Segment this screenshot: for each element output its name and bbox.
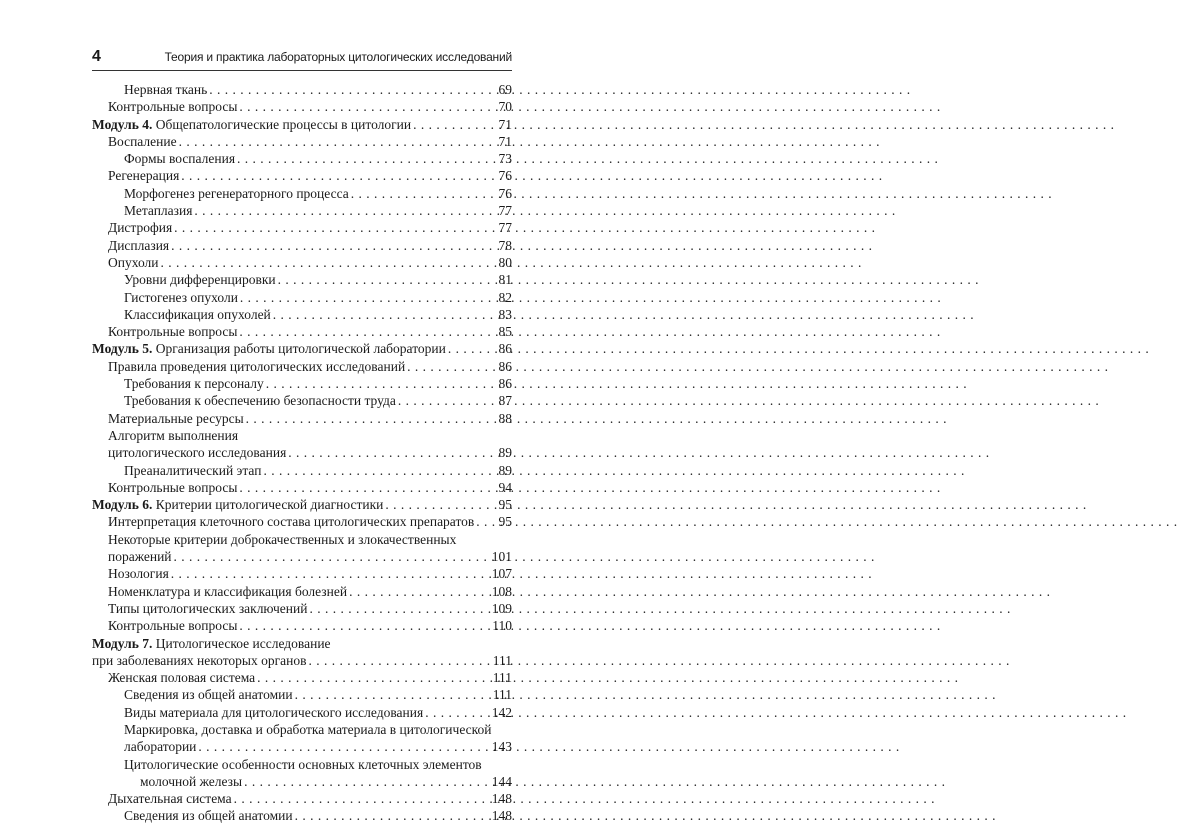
dot-leader — [161, 254, 495, 271]
toc-entry — [92, 652, 512, 669]
toc-entry-text: лаборатории — [124, 739, 197, 755]
toc-entry-text: Общепатологические процессы в цитологии — [155, 116, 412, 132]
toc-entry — [92, 704, 512, 721]
dot-leader — [295, 807, 490, 824]
dot-leader — [194, 202, 494, 219]
toc-entry-title — [124, 704, 423, 721]
dot-leader — [198, 738, 489, 755]
toc-entry-title — [124, 392, 396, 409]
dot-leader — [244, 773, 490, 790]
dot-leader — [278, 271, 494, 288]
toc-page-number: 77 — [498, 203, 512, 219]
toc-entry-text: Сведения из общей анатомии — [124, 808, 293, 824]
dot-leader — [263, 462, 494, 479]
toc-entry — [92, 721, 512, 738]
dot-leader — [295, 686, 491, 703]
dot-leader — [349, 583, 490, 600]
toc-page-number: 111 — [492, 652, 512, 668]
toc-entry — [92, 167, 512, 184]
toc-entry-title — [108, 98, 237, 115]
toc-entry-title — [108, 617, 237, 634]
toc-entry — [92, 340, 512, 357]
toc-entry-title — [108, 323, 237, 340]
toc-entry-text: Дисплазия — [108, 237, 170, 253]
toc-entry-text: Формы воспаления — [124, 151, 236, 167]
toc-entry-text: Гистогенез опухоли — [124, 289, 238, 305]
toc-entry — [92, 565, 512, 582]
toc-entry-text: Требования к обеспечению безопасности труда — [124, 393, 396, 409]
toc-entry — [92, 98, 512, 115]
dot-leader — [385, 496, 494, 513]
dot-leader — [239, 479, 494, 496]
toc-entry-title — [108, 531, 456, 548]
toc-page-number: 73 — [498, 151, 512, 167]
module-label: Модуль 6. — [92, 497, 153, 513]
toc-entry-text: Некоторые критерии доброкачественных и злокачественных — [108, 531, 457, 547]
toc-page-number: 111 — [492, 687, 512, 703]
toc-page-number: 70 — [498, 99, 512, 115]
toc-page-number: 95 — [498, 514, 512, 530]
module-label: Модуль 7. — [92, 635, 153, 651]
dot-leader — [448, 340, 494, 357]
toc-page-number: 88 — [498, 410, 512, 426]
toc-page-number: 71 — [498, 133, 512, 149]
toc-entry — [92, 462, 512, 479]
dot-leader — [398, 392, 494, 409]
dot-leader — [239, 323, 494, 340]
toc-entry-text: Дистрофия — [108, 220, 173, 236]
module-label: Модуль 4. — [92, 116, 153, 132]
toc-entry-title — [124, 375, 264, 392]
toc-page-number: 76 — [498, 168, 512, 184]
toc-page-number: 148 — [491, 808, 512, 824]
toc-page-number: 83 — [498, 306, 512, 322]
toc-entry-title — [108, 548, 172, 565]
toc-page-number: 89 — [498, 462, 512, 478]
toc-entry-title — [108, 600, 307, 617]
toc-entry-title — [92, 496, 383, 513]
toc-entry-text: Требования к персоналу — [124, 376, 264, 392]
table-of-contents — [92, 81, 512, 825]
toc-entry — [92, 81, 512, 98]
toc-page-number: 110 — [492, 618, 512, 634]
toc-entry-title — [108, 167, 179, 184]
toc-entry-title — [124, 81, 207, 98]
dot-leader — [171, 565, 490, 582]
toc-entry — [92, 669, 512, 686]
toc-page-number: 111 — [492, 670, 512, 686]
toc-entry-title — [108, 583, 347, 600]
toc-entry-title — [108, 479, 237, 496]
toc-entry-text: Нервная ткань — [124, 82, 208, 97]
toc-entry — [92, 271, 512, 288]
toc-entry — [92, 202, 512, 219]
page-number: 4 — [92, 48, 101, 65]
toc-entry — [92, 617, 512, 634]
dot-leader — [476, 513, 494, 530]
toc-entry-text: Цитологическое исследование — [155, 635, 331, 651]
toc-entry-text: Воспаление — [108, 133, 177, 149]
toc-page-number: 78 — [498, 237, 512, 253]
toc-entry-text: Классификация опухолей — [124, 306, 271, 322]
toc-entry — [92, 790, 512, 807]
toc-page-number: 148 — [491, 791, 512, 807]
dot-leader — [246, 410, 494, 427]
toc-entry — [92, 513, 512, 530]
toc-entry-text: Дыхательная система — [108, 791, 232, 807]
toc-entry-text: Контрольные вопросы — [108, 479, 238, 495]
dot-leader — [413, 116, 494, 133]
dot-leader — [309, 600, 489, 617]
toc-entry-title — [108, 219, 172, 236]
dot-leader — [240, 289, 494, 306]
dot-leader — [239, 617, 490, 634]
toc-entry-text: молочной железы — [140, 773, 243, 789]
toc-entry — [92, 756, 512, 773]
toc-entry-title — [124, 462, 261, 479]
page-header — [92, 48, 512, 71]
toc-entry-title — [108, 565, 169, 582]
toc-entry-title — [124, 289, 238, 306]
toc-entry-text: Контрольные вопросы — [108, 324, 238, 340]
toc-entry-title — [108, 790, 232, 807]
dot-leader — [209, 81, 494, 98]
toc-entry-title — [124, 738, 196, 755]
toc-entry-text: Метаплазия — [124, 203, 193, 219]
toc-entry — [92, 807, 512, 824]
toc-entry-title — [124, 271, 276, 288]
toc-page-number: 81 — [498, 272, 512, 288]
toc-entry-text: Сведения из общей анатомии — [124, 687, 293, 703]
toc-page-number: 69 — [498, 82, 512, 97]
toc-entry-title — [108, 133, 177, 150]
toc-page-number: 76 — [498, 185, 512, 201]
toc-entry — [92, 133, 512, 150]
toc-entry — [92, 686, 512, 703]
toc-page-number: 108 — [491, 583, 512, 599]
toc-entry-title — [108, 513, 474, 530]
dot-leader — [288, 444, 494, 461]
toc-entry-title — [124, 686, 293, 703]
toc-page-number: 85 — [498, 324, 512, 340]
toc-entry-title — [108, 669, 255, 686]
toc-page-number: 144 — [491, 773, 512, 789]
dot-leader — [425, 704, 490, 721]
toc-entry — [92, 185, 512, 202]
toc-entry-title — [108, 237, 169, 254]
toc-entry-text: Типы цитологических заключений — [108, 600, 308, 616]
toc-entry — [92, 600, 512, 617]
toc-entry-text: Алгоритм выполнения — [108, 427, 239, 443]
toc-entry-title — [108, 254, 159, 271]
toc-entry — [92, 375, 512, 392]
dot-leader — [407, 358, 494, 375]
toc-entry-text: Правила проведения цитологических исследований — [108, 358, 406, 374]
toc-entry — [92, 479, 512, 496]
toc-entry-text: Цитологические особенности основных клеточных элементов — [124, 756, 482, 772]
toc-entry-text: Женская половая система — [108, 670, 256, 686]
toc-page-number: 107 — [491, 566, 512, 582]
toc-entry-title — [140, 773, 242, 790]
module-label: Модуль 5. — [92, 341, 153, 357]
toc-entry-text: Опухоли — [108, 254, 159, 270]
toc-entry-text: Интерпретация клеточного состава цитологических препаратов — [108, 514, 475, 530]
toc-entry-text: Организация работы цитологической лаборатории — [155, 341, 446, 357]
toc-entry — [92, 219, 512, 236]
dot-leader — [257, 669, 491, 686]
toc-entry-text: Контрольные вопросы — [108, 99, 238, 115]
toc-entry — [92, 237, 512, 254]
toc-page-number: 80 — [498, 254, 512, 270]
dot-leader — [174, 548, 490, 565]
toc-entry-text: поражений — [108, 549, 172, 565]
toc-entry — [92, 427, 512, 444]
toc-entry-title — [124, 185, 349, 202]
toc-page-number: 86 — [498, 376, 512, 392]
toc-entry-text: Нозология — [108, 566, 169, 582]
toc-page-number: 77 — [498, 220, 512, 236]
toc-entry-text: Контрольные вопросы — [108, 618, 238, 634]
toc-page-number: 101 — [491, 549, 512, 565]
toc-entry-text: Преаналитический этап — [124, 462, 262, 478]
toc-page-number: 82 — [498, 289, 512, 305]
toc-page-number: 71 — [498, 116, 512, 132]
dot-leader — [234, 790, 490, 807]
toc-entry-title — [92, 116, 411, 133]
toc-entry-text: Виды материала для цитологического исследования — [124, 704, 424, 720]
toc-entry — [92, 306, 512, 323]
toc-entry-text: Морфогенез регенераторного процесса — [124, 185, 349, 201]
toc-page-number: 87 — [498, 393, 512, 409]
toc-entry-title — [124, 807, 293, 824]
dot-leader — [273, 306, 494, 323]
dot-leader — [351, 185, 494, 202]
dot-leader — [179, 133, 494, 150]
dot-leader — [239, 98, 494, 115]
toc-page-number: 143 — [491, 739, 512, 755]
dot-leader — [309, 652, 491, 669]
dot-leader — [181, 167, 494, 184]
toc-entry-title — [124, 721, 492, 738]
dot-leader — [174, 219, 494, 236]
toc-entry — [92, 410, 512, 427]
toc-page-number: 86 — [498, 358, 512, 374]
toc-entry-text: Материальные ресурсы — [108, 410, 244, 426]
toc-entry — [92, 289, 512, 306]
dot-leader — [171, 237, 494, 254]
toc-entry — [92, 496, 512, 513]
running-title: Теория и практика лабораторных цитологических исследований — [164, 50, 512, 64]
toc-page-number: 142 — [491, 704, 512, 720]
toc-page-number: 86 — [498, 341, 512, 357]
toc-entry-title — [92, 635, 331, 652]
toc-entry-title — [92, 340, 446, 357]
toc-entry — [92, 738, 512, 755]
toc-entry — [92, 773, 512, 790]
toc-entry — [92, 323, 512, 340]
toc-entry — [92, 444, 512, 461]
toc-page-number: 94 — [498, 479, 512, 495]
toc-entry-title — [124, 202, 192, 219]
toc-entry-title — [124, 306, 271, 323]
toc-entry — [92, 254, 512, 271]
toc-entry-title — [108, 444, 286, 461]
toc-entry-text: Уровни дифференцировки — [124, 272, 276, 288]
toc-page-number: 89 — [498, 445, 512, 461]
dot-leader — [266, 375, 494, 392]
toc-entry — [92, 531, 512, 548]
toc-page-number: 109 — [491, 600, 512, 616]
toc-entry — [92, 116, 512, 133]
toc-entry-title — [92, 652, 307, 669]
toc-entry-title — [124, 150, 235, 167]
toc-entry — [92, 392, 512, 409]
toc-entry — [92, 548, 512, 565]
toc-entry-text: Номенклатура и классификация болезней — [108, 583, 348, 599]
toc-entry-text: цитологического исследования — [108, 445, 287, 461]
dot-leader — [237, 150, 494, 167]
toc-entry-text: Регенерация — [108, 168, 180, 184]
toc-entry — [92, 583, 512, 600]
toc-entry-title — [108, 410, 244, 427]
toc-entry-title — [124, 756, 482, 773]
toc-entry-text: Маркировка, доставка и обработка материала в цитологической — [124, 721, 492, 737]
toc-entry — [92, 358, 512, 375]
toc-page-number: 95 — [498, 497, 512, 513]
toc-entry — [92, 635, 512, 652]
toc-entry-text: Критерии цитологической диагностики — [155, 497, 384, 513]
toc-entry-title — [108, 427, 238, 444]
toc-entry-title — [108, 358, 405, 375]
toc-entry — [92, 150, 512, 167]
toc-entry-text: при заболеваниях некоторых органов — [92, 652, 307, 668]
